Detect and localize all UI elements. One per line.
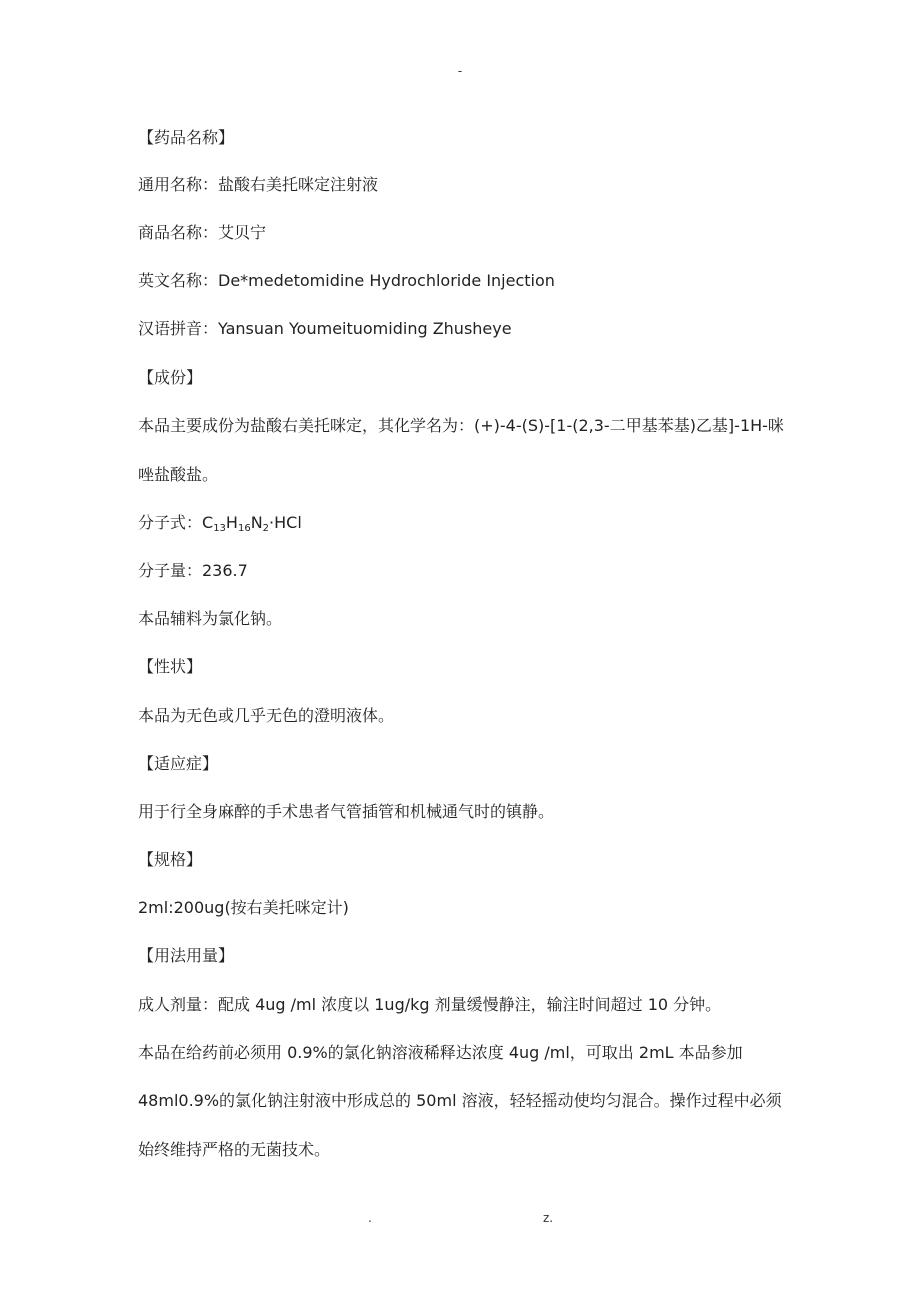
formula-n: N <box>250 513 263 532</box>
formula-n-sub: 2 <box>262 523 270 534</box>
drug-name-heading: 【药品名称】 <box>138 128 235 147</box>
footer-right-mark: z. <box>543 1211 554 1225</box>
usage-line-4: 始终维持严格的无菌技术。 <box>138 1140 331 1159</box>
formula-hcl: ·HCl <box>269 513 302 532</box>
indication: 用于行全身麻醉的手术患者气管插管和机械通气时的镇静。 <box>138 802 555 821</box>
composition-heading: 【成份】 <box>138 368 203 387</box>
usage-heading: 【用法用量】 <box>138 946 235 965</box>
page-header-mark: - <box>457 64 463 78</box>
molecular-formula <box>138 513 302 533</box>
description-heading: 【性状】 <box>138 657 203 676</box>
spec: 2ml:200ug(按右美托咪定计) <box>138 898 349 917</box>
trade-name: 商品名称：艾贝宁 <box>138 223 267 242</box>
formula-h-sub: 16 <box>237 523 251 534</box>
footer-left-mark: . <box>368 1211 372 1225</box>
spec-heading: 【规格】 <box>138 850 203 869</box>
generic-name: 通用名称：盐酸右美托咪定注射液 <box>138 175 379 194</box>
formula-c: C <box>202 513 214 532</box>
pinyin-name: 汉语拼音：Yansuan Youmeituomiding Zhusheye <box>138 319 512 338</box>
excipient: 本品辅料为氯化钠。 <box>138 609 283 628</box>
formula-c-sub: 13 <box>213 523 226 534</box>
usage-line-2: 本品在给药前必须用 0.9%的氯化钠溶液稀释达浓度 4ug /ml，可取出 2mL 本品参加 <box>138 1043 743 1062</box>
usage-line-1: 成人剂量：配成 4ug /ml 浓度以 1ug/kg 剂量缓慢静注，输注时间超过 10 分钟。 <box>138 995 722 1014</box>
formula-label: 分子式： <box>138 513 203 532</box>
composition-line-2: 唑盐酸盐。 <box>138 465 219 484</box>
usage-line-3: 48ml0.9%的氯化钠注射液中形成总的 50ml 溶液，轻轻摇动使均匀混合。操作过程中必须 <box>138 1091 782 1110</box>
molecular-weight: 分子量：236.7 <box>138 561 248 580</box>
indication-heading: 【适应症】 <box>138 754 219 773</box>
description: 本品为无色或几乎无色的澄明液体。 <box>138 706 395 725</box>
english-name: 英文名称：De*medetomidine Hydrochloride Injection <box>138 271 555 290</box>
formula-h: H <box>225 513 238 532</box>
composition-line-1: 本品主要成份为盐酸右美托咪定，其化学名为：(+)-4-(S)-[1-(2,3-二甲基苯基)乙基]-1H-咪 <box>138 416 784 435</box>
